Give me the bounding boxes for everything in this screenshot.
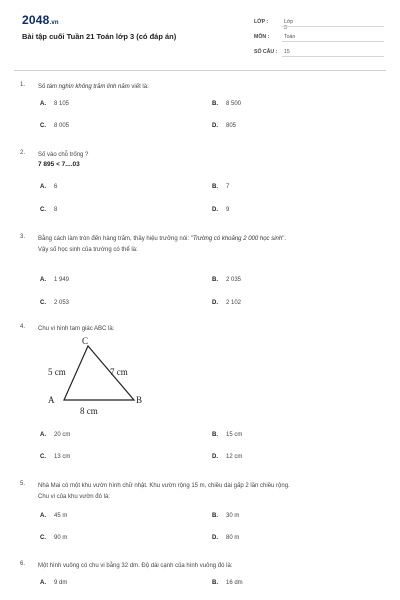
meta-underline	[282, 56, 384, 57]
option-a[interactable]	[40, 580, 67, 586]
option-text: 8 005	[54, 123, 70, 129]
question-text-emphasis: tám nghìn không trăm linh năm	[47, 84, 130, 90]
option-b[interactable]	[212, 513, 239, 519]
option-text: 80 m	[226, 535, 240, 541]
option-text: 805	[226, 123, 237, 129]
option-b[interactable]	[212, 432, 242, 438]
option-letter: A.	[40, 580, 46, 586]
option-text: 8 500	[226, 101, 242, 107]
question-text	[38, 234, 384, 244]
meta-value: 15	[284, 49, 290, 55]
option-text: 15 cm	[226, 432, 243, 438]
option-text: 2 053	[54, 300, 70, 306]
option-b[interactable]	[212, 184, 229, 190]
vertex-a-label: A	[48, 395, 55, 405]
option-letter: B.	[212, 101, 218, 107]
option-letter: D.	[212, 300, 218, 306]
option-b[interactable]	[212, 277, 241, 283]
option-letter: D.	[212, 454, 218, 460]
option-a[interactable]	[40, 277, 69, 283]
option-d[interactable]	[212, 207, 229, 213]
meta-underline	[282, 41, 384, 42]
option-a[interactable]	[40, 184, 57, 190]
question-text: Nhà Mai có một khu vườn hình chữ nhật. Khu vườn rộng 15 m, chiều dài gấp 2 lần chiều rộng.	[38, 483, 290, 489]
option-a[interactable]	[40, 432, 70, 438]
question-text: Chu vi hình tam giác ABC là:	[38, 326, 115, 332]
side-cb-label: 7 cm	[110, 367, 128, 377]
option-text: 12 cm	[226, 454, 243, 460]
vertex-c-label: C	[82, 336, 89, 346]
option-letter: B.	[212, 513, 218, 519]
option-text: 8 105	[54, 101, 70, 107]
option-text: 2 035	[226, 277, 242, 283]
meta-label: SỐ CÂU :	[254, 49, 278, 55]
meta-underline	[282, 26, 384, 27]
option-a[interactable]	[40, 513, 67, 519]
question-text: Số vào chỗ trống ?	[38, 152, 89, 158]
option-letter: A.	[40, 277, 46, 283]
meta-label: LỚP :	[254, 19, 269, 25]
logo-text: 2048	[22, 13, 50, 27]
option-letter: C.	[40, 207, 46, 213]
question-text-post: viết là:	[129, 84, 149, 90]
option-d[interactable]	[212, 454, 242, 460]
meta-value: Lớp 3	[284, 19, 294, 31]
option-text: 1 949	[54, 277, 70, 283]
question-text-pre: Bằng cách làm tròn đến hàng trăm, thầy hiệu trưởng nói: "	[38, 236, 193, 242]
option-letter: A.	[40, 184, 46, 190]
option-a[interactable]	[40, 101, 69, 107]
logo-tld: .vn	[49, 20, 59, 26]
question-number: 3.	[20, 234, 26, 240]
option-c[interactable]	[40, 300, 69, 306]
question-number: 5.	[20, 481, 26, 487]
option-text: 6	[54, 184, 58, 190]
option-letter: A.	[40, 432, 46, 438]
header	[0, 0, 400, 70]
option-text: 45 m	[54, 513, 68, 519]
option-d[interactable]	[212, 123, 236, 129]
option-text: 13 cm	[54, 454, 71, 460]
option-c[interactable]	[40, 123, 69, 129]
option-text: 8	[54, 207, 58, 213]
option-d[interactable]	[212, 535, 239, 541]
option-text: 20 cm	[54, 432, 71, 438]
document-title: Bài tập cuối Tuần 21 Toán lớp 3 (có đáp án)	[22, 32, 177, 41]
meta-value: Toán	[284, 34, 296, 40]
option-text: 7	[226, 184, 230, 190]
question-text	[38, 82, 384, 92]
option-letter: C.	[40, 454, 46, 460]
option-d[interactable]	[212, 300, 241, 306]
option-letter: B.	[212, 580, 218, 586]
question-expression: 7 895 < 7....03	[38, 161, 80, 168]
option-text: 30 m	[226, 513, 240, 519]
option-letter: C.	[40, 300, 46, 306]
option-letter: B.	[212, 184, 218, 190]
question-text-emphasis: Trường có khoảng 2 000 học sinh	[192, 236, 283, 242]
vertex-b-label: B	[136, 395, 143, 405]
option-letter: D.	[212, 123, 218, 129]
meta-label: MÔN :	[254, 34, 270, 40]
site-logo[interactable]	[22, 13, 59, 27]
question-text-line2: Chu vi của khu vườn đó là:	[38, 494, 110, 500]
option-c[interactable]	[40, 535, 67, 541]
question-text-pre: Số	[38, 84, 48, 90]
option-letter: D.	[212, 207, 218, 213]
question-number: 4.	[20, 324, 26, 330]
side-ca-label: 5 cm	[48, 367, 66, 377]
option-c[interactable]	[40, 454, 70, 460]
option-letter: D.	[212, 535, 218, 541]
side-ab-label: 8 cm	[80, 406, 98, 416]
option-letter: C.	[40, 123, 46, 129]
triangle-abc-figure	[40, 336, 160, 422]
option-text: 2 102	[226, 300, 242, 306]
question-number: 2.	[20, 150, 26, 156]
question-text: Một hình vuông có chu vi bằng 32 dm. Độ dài cạnh của hình vuông đó là:	[38, 563, 233, 569]
option-b[interactable]	[212, 580, 243, 586]
question-text-line2: Vậy số học sinh của trường có thể là:	[38, 247, 138, 253]
option-text: 9 dm	[54, 580, 68, 586]
question-number: 1.	[20, 82, 26, 88]
option-text: 90 m	[54, 535, 68, 541]
question-text-post: ".	[282, 236, 287, 242]
option-text: 9	[226, 207, 230, 213]
option-letter: A.	[40, 101, 46, 107]
option-text: 16 dm	[226, 580, 243, 586]
option-letter: B.	[212, 432, 218, 438]
question-number: 6.	[20, 561, 26, 567]
option-c[interactable]	[40, 207, 57, 213]
option-letter: B.	[212, 277, 218, 283]
header-divider	[14, 70, 386, 71]
option-letter: A.	[40, 513, 46, 519]
option-b[interactable]	[212, 101, 241, 107]
option-letter: C.	[40, 535, 46, 541]
